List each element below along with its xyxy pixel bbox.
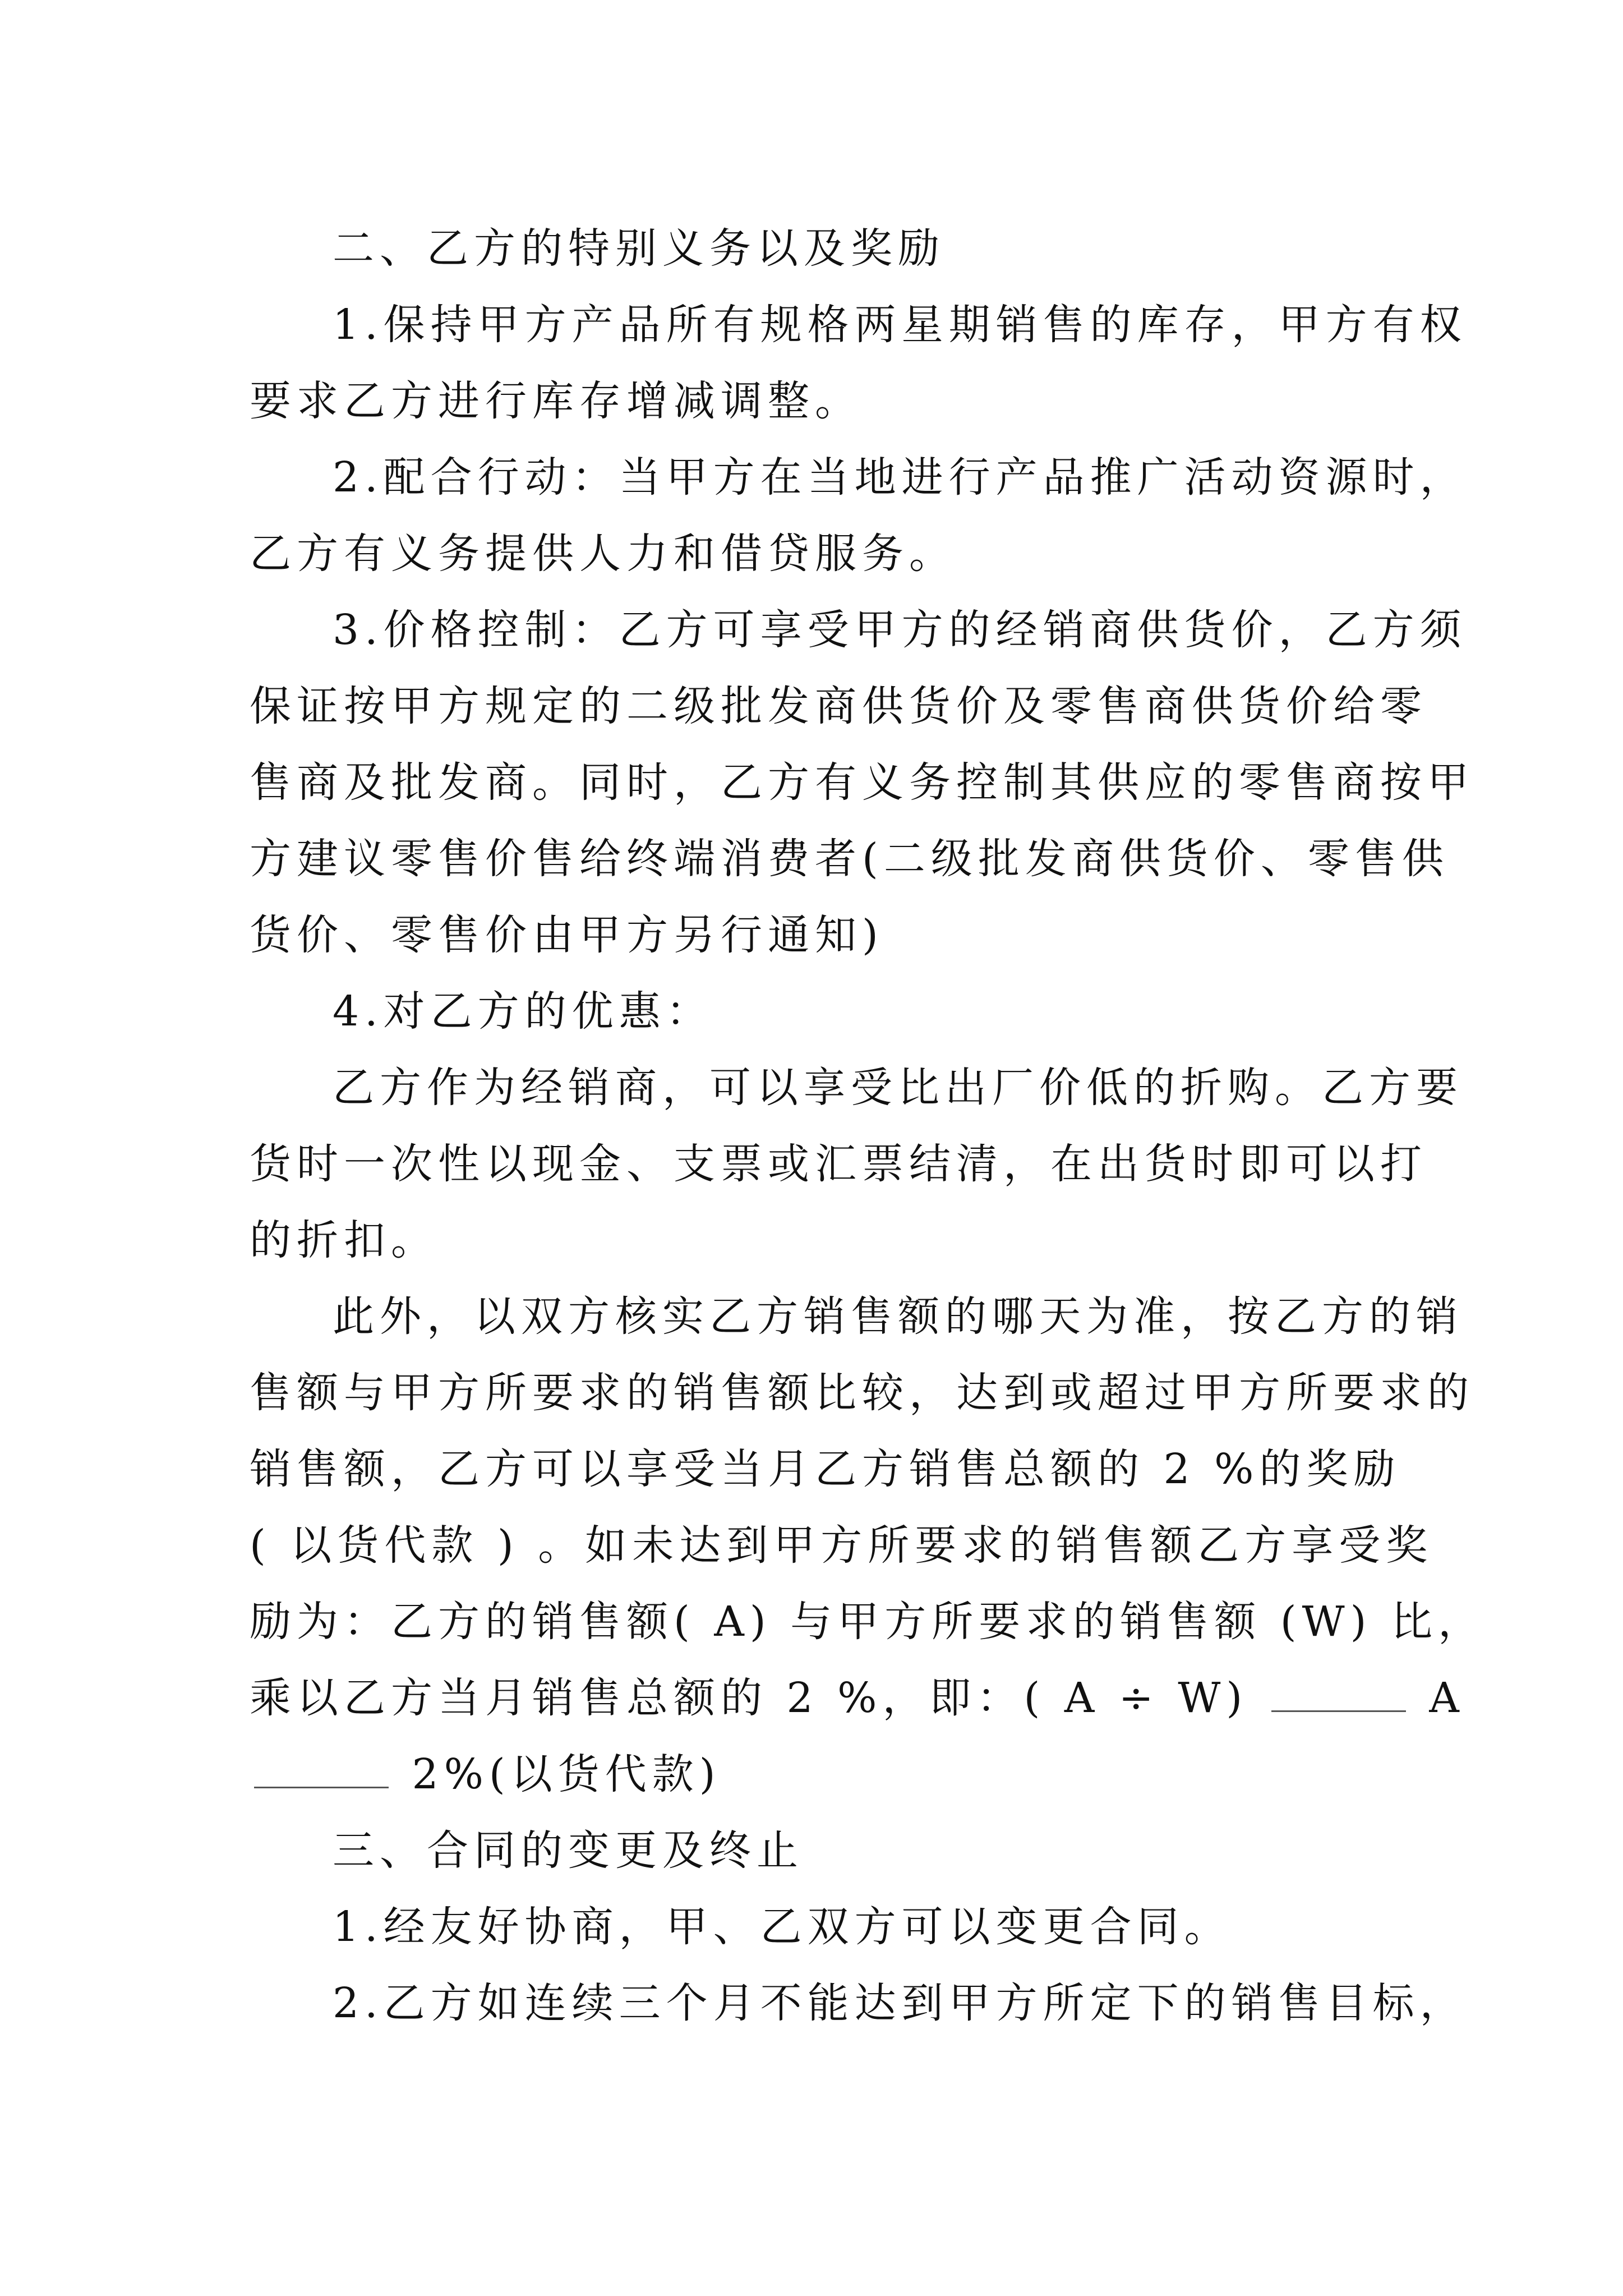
paragraph-line: 乙方作为经销商，可以享受比出厂价低的折购。乙方要 — [333, 1064, 1463, 1112]
formula-line — [250, 1736, 1388, 1812]
paragraph-line: 货时一次性以现金、支票或汇票结清，在出货时即可以打 — [250, 1140, 1427, 1188]
formula-line — [250, 1660, 1465, 1736]
document-body — [250, 210, 1486, 2041]
section-heading-3: 三、合同的变更及终止 — [333, 1826, 804, 1875]
paragraph-line: 此外，以双方核实乙方销售额的哪天为准，按乙方的销 — [333, 1292, 1463, 1341]
formula-text: 2%(以货代款) — [412, 1750, 721, 1798]
section-heading-2: 二、乙方的特别义务以及奖励 — [333, 224, 945, 273]
paragraph-line: 要求乙方进行库存增减调整。 — [250, 377, 862, 425]
paragraph-line: 2.乙方如连续三个月不能达到甲方所定下的销售目标， — [333, 1979, 1467, 2027]
paragraph-line: 售商及批发商。同时，乙方有义务控制其供应的零售商按甲 — [250, 758, 1474, 807]
formula-text: 乘以乙方当月销售总额的 2 %，即：( A ÷ W) — [250, 1674, 1248, 1722]
paragraph-line: 的折扣。 — [250, 1216, 438, 1264]
paragraph-line: 售额与甲方所要求的销售额比较，达到或超过甲方所要求的 — [250, 1369, 1474, 1417]
paragraph-line: 1.保持甲方产品所有规格两星期销售的库存，甲方有权 — [333, 301, 1467, 349]
paragraph-line: 3.价格控制：乙方可享受甲方的经销商供货价，乙方须 — [333, 606, 1467, 654]
formula-blank — [254, 1753, 389, 1788]
paragraph-line: 货价、零售价由甲方另行通知) — [250, 911, 884, 959]
paragraph-line: 励为：乙方的销售额( A) 与甲方所要求的销售额 (W) 比， — [250, 1598, 1486, 1646]
paragraph-line: 2.配合行动：当甲方在当地进行产品推广活动资源时， — [333, 453, 1467, 501]
item-heading: 4.对乙方的优惠： — [333, 987, 713, 1036]
paragraph-line: 保证按甲方规定的二级批发商供货价及零售商供货价给零 — [250, 682, 1427, 730]
paragraph-line: 方建议零售价售给终端消费者(二级批发商供货价、零售供 — [250, 835, 1449, 883]
paragraph-line: ( 以货代款 ) 。如未达到甲方所要求的销售额乙方享受奖 — [250, 1521, 1433, 1570]
paragraph-line: 1.经友好协商，甲、乙双方可以变更合同。 — [333, 1903, 1232, 1951]
formula-blank — [1271, 1677, 1406, 1712]
paragraph-line: 销售额，乙方可以享受当月乙方销售总额的 2 %的奖励 — [250, 1445, 1401, 1493]
paragraph-line: 乙方有义务提供人力和借贷服务。 — [250, 530, 956, 578]
formula-variable: A — [1429, 1674, 1465, 1722]
